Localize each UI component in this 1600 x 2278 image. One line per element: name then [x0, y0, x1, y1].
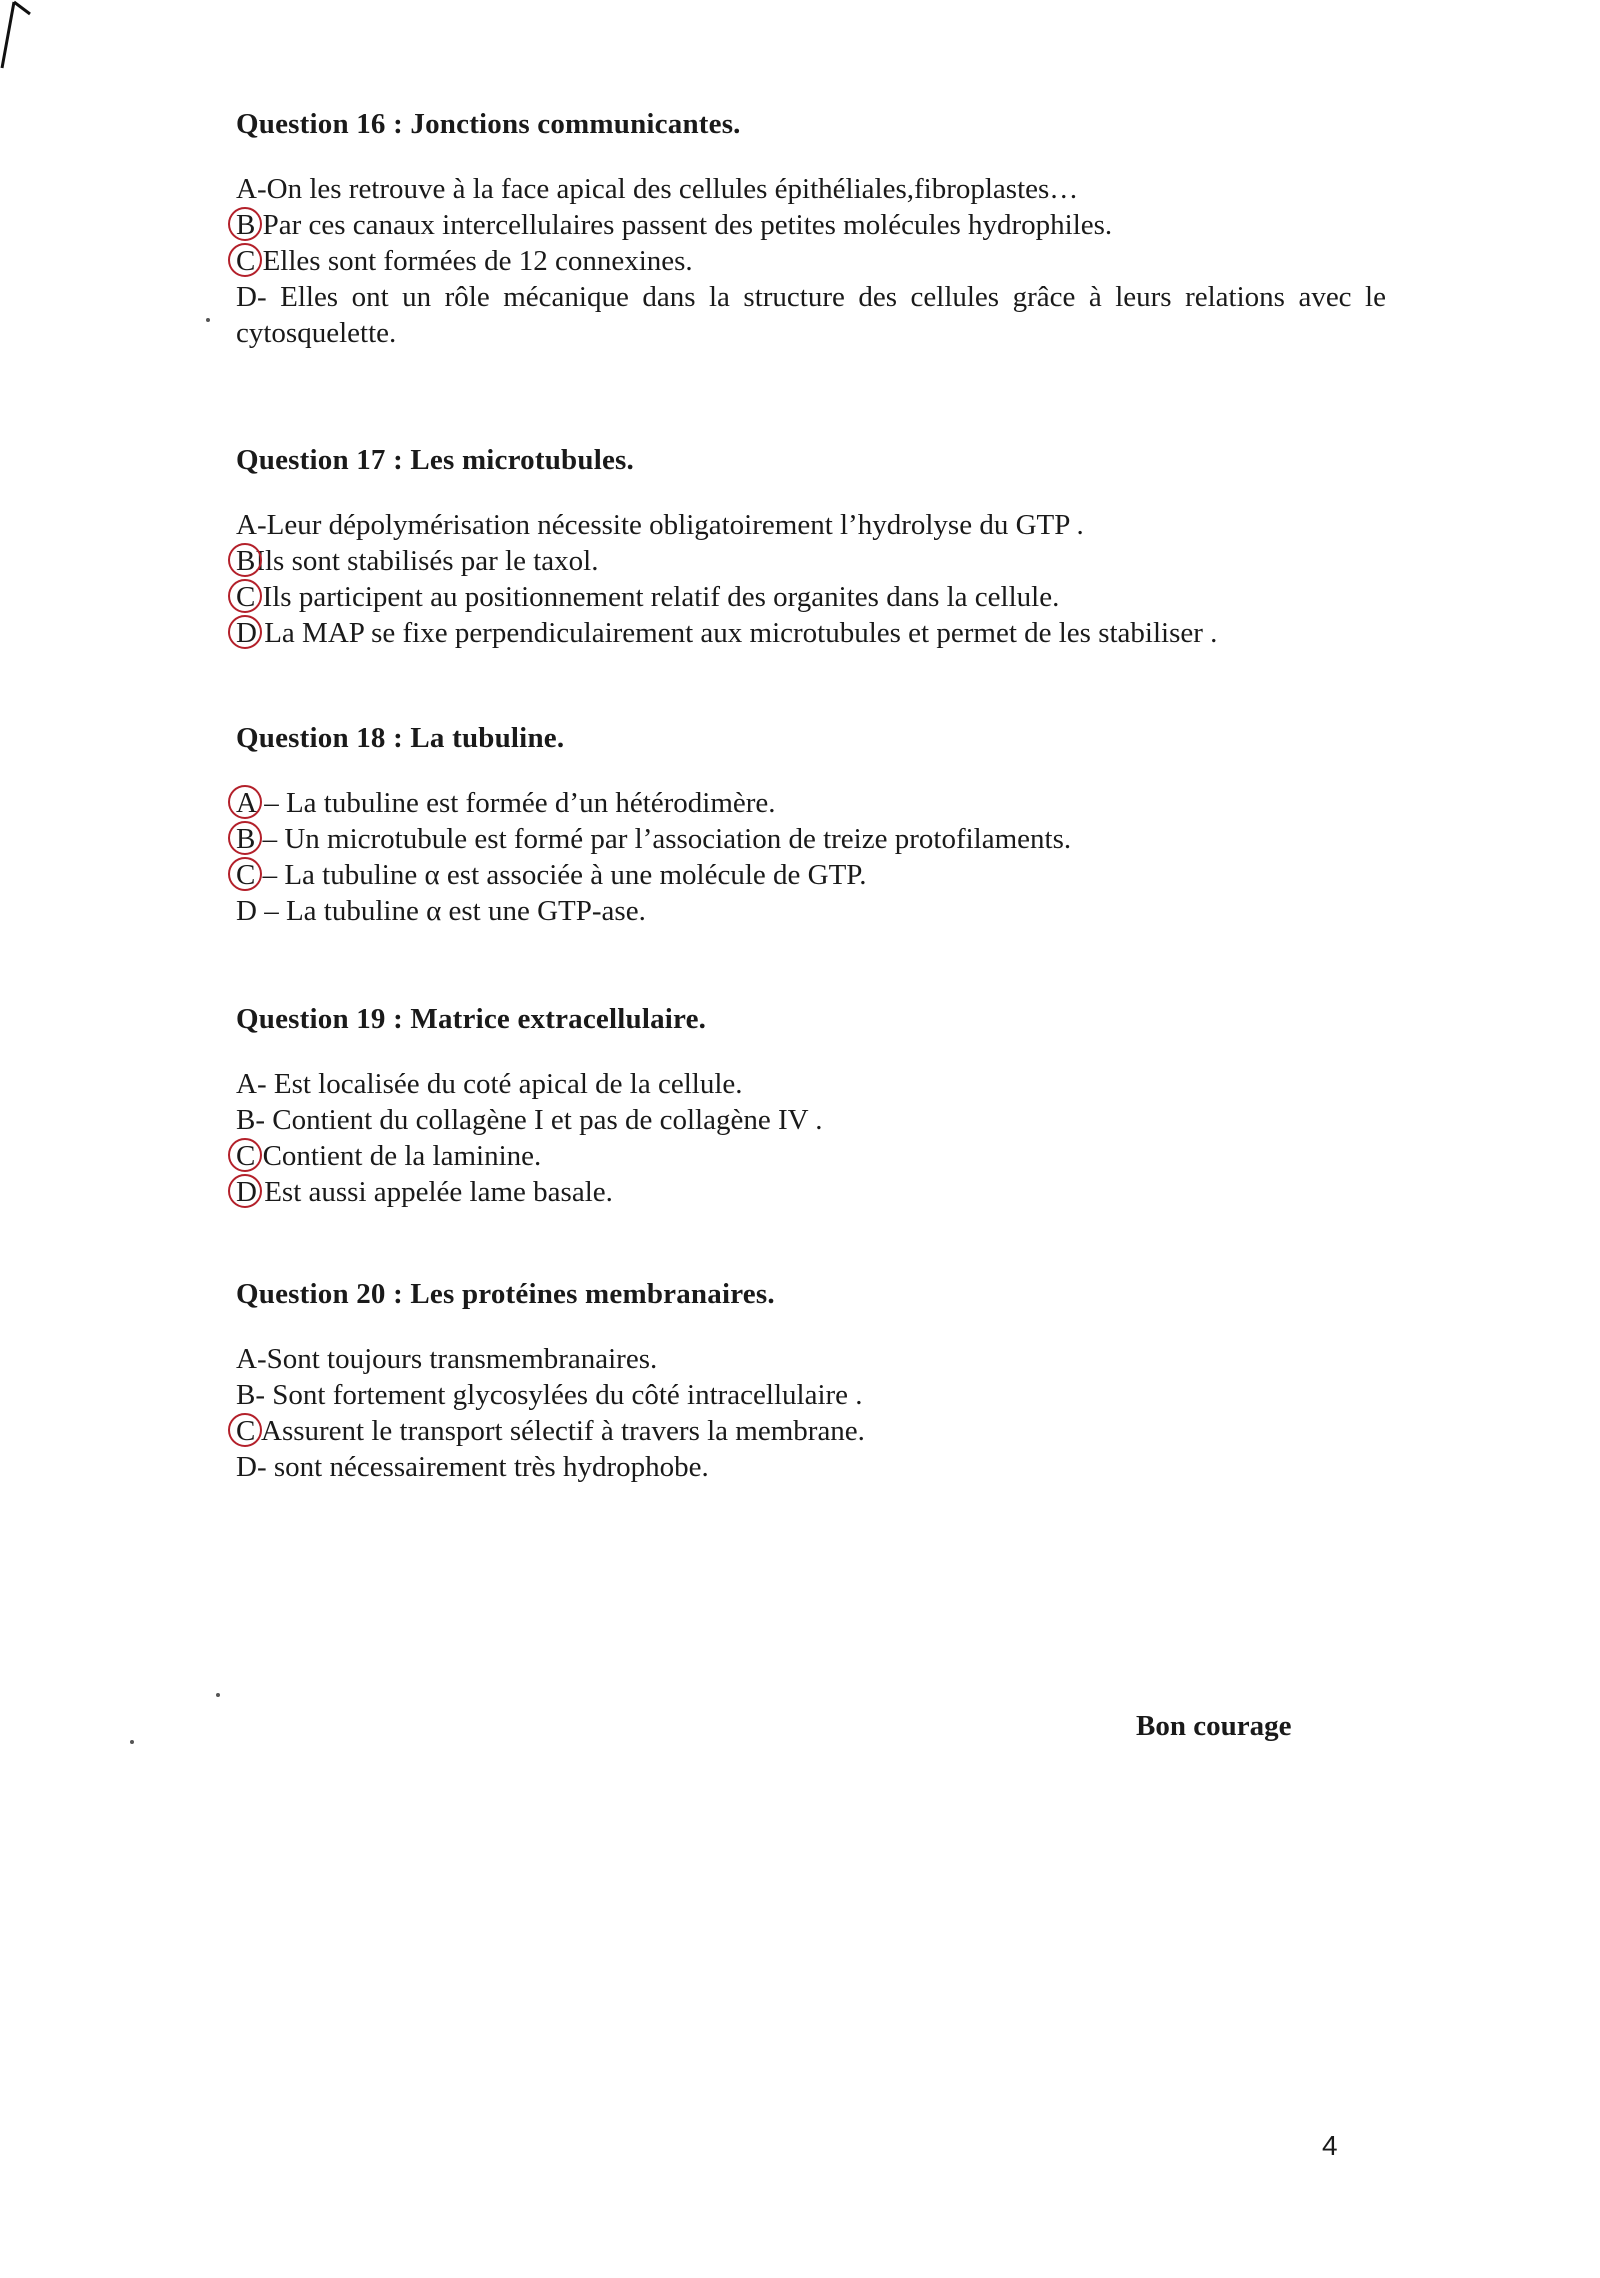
option-text: Contient de la laminine. — [262, 1140, 542, 1172]
option-c — [236, 243, 1386, 279]
question-title: Question 19 : Matrice extracellulaire. — [236, 1003, 707, 1035]
question-20 — [236, 1278, 1386, 1485]
option-b — [236, 543, 1386, 579]
scan-speck — [130, 1740, 134, 1744]
answer-circle-mark — [228, 243, 262, 277]
option-text: Contient du collagène I et pas de collagène IV . — [272, 1104, 823, 1136]
option-text: Est localisée du coté apical de la cellule. — [273, 1068, 743, 1100]
scan-speck — [216, 1693, 220, 1697]
option-text: La tubuline est formée d’un hétérodimère. — [285, 787, 776, 819]
option-letter: C — [236, 579, 255, 615]
option-letter: A — [236, 1343, 257, 1375]
option-letter: C — [236, 243, 255, 279]
option-b: B – Un microtubule est formé par l’association de treize protofilaments. — [236, 821, 1386, 857]
option-d: D- Elles ont un rôle mécanique dans la structure des cellules grâce à leurs relations avec le cytosquelette. — [236, 281, 1386, 349]
option-a: A – La tubuline est formée d’un hétérodimère. — [236, 785, 1386, 821]
option-text: Leur dépolymérisation nécessite obligatoirement l’hydrolyse du GTP . — [266, 509, 1084, 541]
answer-circle-mark — [228, 615, 262, 649]
answer-circle-mark — [228, 785, 262, 819]
option-d — [236, 615, 1386, 651]
option-letter: A — [236, 1068, 257, 1100]
option-c — [236, 1138, 1386, 1174]
option-a: A- Est localisée du coté apical de la cellule. — [236, 1068, 743, 1100]
option-c — [236, 579, 1386, 615]
option-text: Ils sont stabilisés par le taxol. — [255, 545, 599, 577]
answer-circle-mark — [228, 1138, 262, 1172]
option-text: Assurent le transport sélectif à travers la membrane. — [261, 1415, 865, 1447]
option-letter: B — [236, 207, 255, 243]
option-letter: D — [236, 895, 257, 927]
answer-circle-mark — [228, 207, 262, 241]
answer-circle-mark — [228, 1174, 262, 1208]
option-letter: B — [236, 1379, 256, 1411]
option-text: Sont fortement glycosylées du côté intracellulaire . — [272, 1379, 863, 1411]
option-letter: D — [236, 615, 257, 651]
option-a: A-On les retrouve à la face apical des cellules épithéliales,fibroplastes… — [236, 173, 1079, 205]
question-18 — [236, 722, 1386, 929]
question-title: Question 20 : Les protéines membranaires. — [236, 1278, 775, 1310]
answer-circle-mark — [228, 857, 262, 891]
option-text: Elles ont un rôle mécanique dans la structure des cellules grâce à leurs relations avec le cytosquelette. — [236, 281, 1386, 349]
option-d — [236, 1174, 1386, 1210]
option-letter: B — [236, 543, 255, 579]
option-c: C – La tubuline α est associée à une molécule de GTP. — [236, 857, 1386, 893]
option-letter: C — [236, 1138, 255, 1174]
option-b — [236, 207, 1386, 243]
option-letter: A — [236, 173, 257, 205]
question-title: Question 18 : La tubuline. — [236, 722, 565, 754]
question-17 — [236, 444, 1386, 651]
option-b: B- Contient du collagène I et pas de collagène IV . — [236, 1104, 823, 1136]
question-16 — [236, 108, 1386, 351]
option-letter: C — [236, 857, 255, 893]
option-d: D- sont nécessairement très hydrophobe. — [236, 1451, 709, 1483]
answer-circle-mark — [228, 543, 262, 577]
option-b: B- Sont fortement glycosylées du côté intracellulaire . — [236, 1379, 863, 1411]
option-letter: A — [236, 509, 257, 541]
option-letter: B — [236, 1104, 256, 1136]
question-title: Question 17 : Les microtubules. — [236, 444, 634, 476]
option-c — [236, 1413, 1386, 1449]
option-letter: C — [236, 1413, 255, 1449]
option-letter: D — [236, 281, 257, 313]
option-letter: D — [236, 1174, 257, 1210]
answer-circle-mark — [228, 579, 262, 613]
option-letter: B — [236, 821, 255, 857]
option-text: La MAP se fixe perpendiculairement aux microtubules et permet de les stabiliser . — [264, 617, 1218, 649]
page-number: 4 — [1322, 2130, 1338, 2161]
answer-circle-mark — [228, 1413, 262, 1447]
option-text: Par ces canaux intercellulaires passent des petites molécules hydrophiles. — [262, 209, 1113, 241]
option-text: sont nécessairement très hydrophobe. — [273, 1451, 709, 1483]
closing-text: Bon courage — [1136, 1710, 1292, 1742]
option-text: Est aussi appelée lame basale. — [264, 1176, 613, 1208]
option-d: D – La tubuline α est une GTP-ase. — [236, 895, 646, 927]
option-a: A-Leur dépolymérisation nécessite obligatoirement l’hydrolyse du GTP . — [236, 509, 1084, 541]
answer-circle-mark — [228, 821, 262, 855]
option-letter: A — [236, 785, 257, 821]
option-text: Sont toujours transmembranaires. — [266, 1343, 658, 1375]
option-text: Ils participent au positionnement relatif des organites dans la cellule. — [262, 581, 1060, 613]
scan-speck — [206, 318, 210, 322]
option-text: Un microtubule est formé par l’association de treize protofilaments. — [284, 823, 1072, 855]
question-title: Question 16 : Jonctions communicantes. — [236, 108, 741, 140]
question-19 — [236, 1003, 1386, 1210]
option-text: La tubuline α est associée à une molécule de GTP. — [284, 859, 867, 891]
option-letter: D — [236, 1451, 257, 1483]
corner-pen-mark — [0, 0, 40, 70]
option-text: La tubuline α est une GTP-ase. — [285, 895, 646, 927]
option-text: On les retrouve à la face apical des cellules épithéliales,fibroplastes… — [266, 173, 1079, 205]
option-text: Elles sont formées de 12 connexines. — [262, 245, 693, 277]
option-a: A-Sont toujours transmembranaires. — [236, 1343, 658, 1375]
